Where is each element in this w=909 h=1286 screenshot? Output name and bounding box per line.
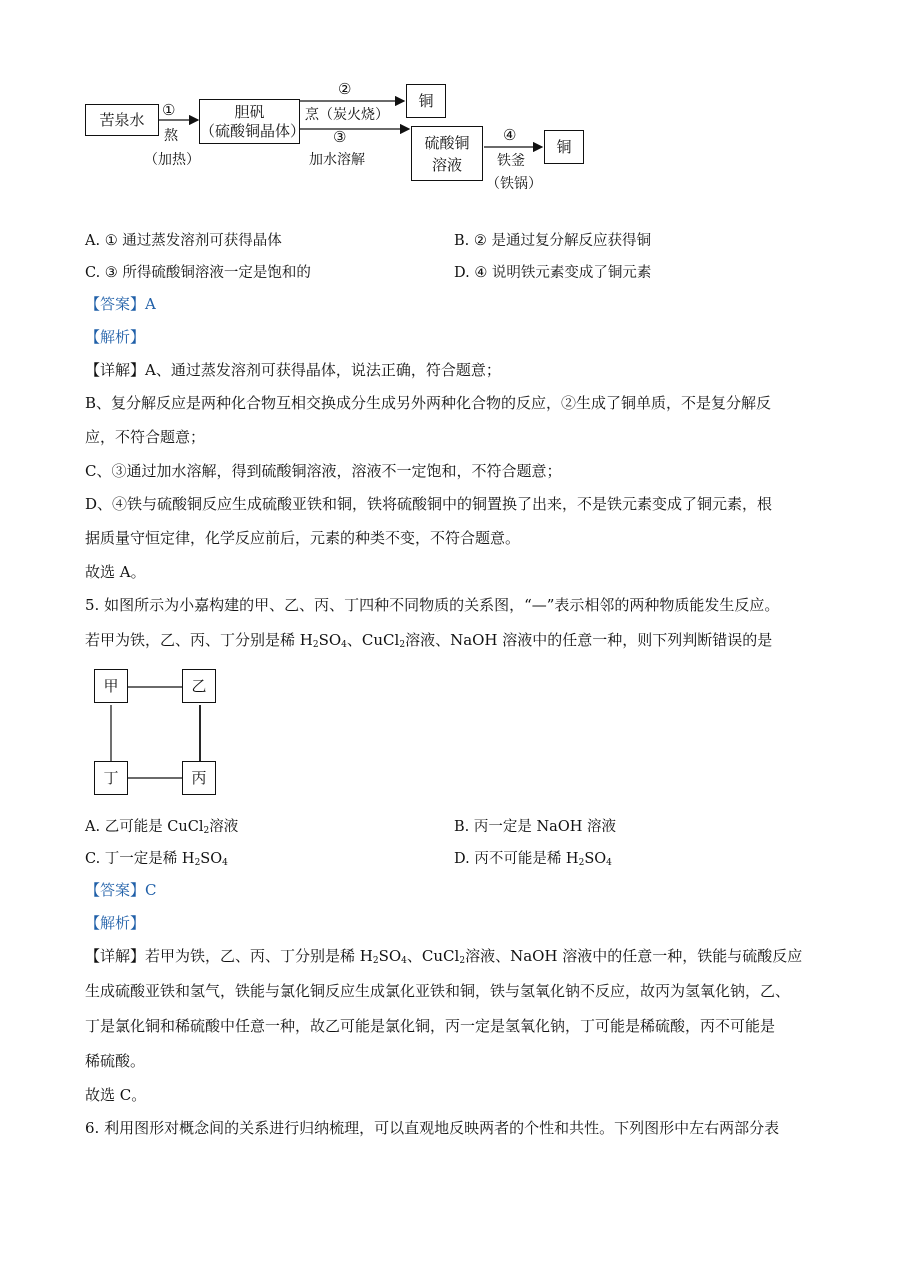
box-label: 铜: [418, 91, 434, 110]
q4-detail-line: 【详解】A、通过蒸发溶剂可获得晶体，说法正确，符合题意；: [85, 361, 501, 379]
node-ding: 丁: [94, 761, 128, 795]
step1-number: ①: [162, 101, 176, 119]
step4-number: ④: [503, 126, 517, 144]
step3-number: ③: [333, 128, 347, 146]
box-label-line1: 硫酸铜: [424, 133, 470, 152]
box-label-line2: 溶液: [431, 155, 462, 174]
q5-analysis-heading: 【解析】: [85, 914, 146, 932]
step2-number: ②: [338, 80, 352, 98]
q4-option-a: A. ① 通过蒸发溶剂可获得晶体: [85, 233, 282, 249]
q4-option-b: B. ② 是通过复分解反应获得铜: [454, 233, 651, 249]
box-label-line1: 胆矾: [234, 102, 265, 121]
q5-detail-line: 稀硫酸。: [85, 1052, 146, 1070]
box-label: 铜: [556, 137, 572, 156]
flow-box-copper-1: [406, 84, 446, 118]
q4-option-c: C. ③ 所得硫酸铜溶液一定是饱和的: [85, 265, 311, 281]
q5-detail-line: 【详解】若甲为铁，乙、丙、丁分别是稀 $H_2SO_4$、CuCl$_2$溶液、NaOH 溶液中的任意一种，铁能与硫酸反应: [85, 947, 803, 966]
step3-label: 加水溶解: [309, 152, 365, 168]
flow-box-blue-vitriol: [199, 99, 306, 144]
q5-conclusion: 故选 C。: [85, 1086, 147, 1104]
step1-label: 熬: [164, 128, 178, 144]
flow-box-bitter-spring-water: [85, 104, 159, 136]
box-label-line2: （硫酸铜晶体）: [200, 121, 306, 140]
step1-note: （加热）: [144, 152, 200, 168]
q5-stem-line2: 若甲为铁，乙、丙、丁分别是稀 $H_2SO_4$、CuCl$_2$溶液、NaOH 溶液中的任意一种，则下列判断错误的是: [85, 631, 773, 650]
flow-box-copper-2: [544, 130, 584, 164]
q4-detail-line: B、复分解反应是两种化合物互相交换成分生成另外两种化合物的反应，②生成了铜单质，不是复分解反: [85, 394, 772, 412]
q5-detail-line: 丁是氯化铜和稀硫酸中任意一种，故乙可能是氯化铜，丙一定是氢氧化钠，丁可能是稀硫酸，丙不可能是: [85, 1017, 776, 1035]
q5-stem-line1: 5. 如图所示为小嘉构建的甲、乙、丙、丁四种不同物质的关系图，“—”表示相邻的两种物质能发生反应。: [85, 596, 780, 614]
q4-analysis-heading: 【解析】: [85, 328, 146, 346]
q5-option-b: B. 丙一定是 NaOH 溶液: [454, 819, 616, 835]
box-label: 苦泉水: [99, 110, 145, 129]
q4-conclusion: 故选 A。: [85, 563, 146, 581]
q4-detail-line: 应，不符合题意；: [85, 428, 206, 446]
node-jia: 甲: [94, 669, 128, 703]
q4-detail-line: D、④铁与硫酸铜反应生成硫酸亚铁和铜，铁将硫酸铜中的铜置换了出来，不是铁元素变成了铜元素，根: [85, 495, 773, 513]
q5-answer: 【答案】C: [85, 881, 157, 899]
q4-detail-line: C、③通过加水溶解，得到硫酸铜溶液，溶液不一定饱和，不符合题意；: [85, 462, 562, 480]
step2-label: 烹（炭火烧）: [305, 107, 389, 123]
node-bing: 丙: [182, 761, 216, 795]
q4-answer: 【答案】A: [85, 295, 156, 313]
step4-label: 铁釜: [497, 153, 525, 169]
q4-detail-line: 据质量守恒定律，化学反应前后，元素的种类不变，不符合题意。: [85, 529, 521, 547]
step4-note: （铁锅）: [486, 176, 542, 192]
q5-option-c: C. 丁一定是稀 $H_2SO_4$: [85, 851, 228, 868]
q5-option-d: D. 丙不可能是稀 $H_2SO_4$: [454, 851, 612, 868]
node-yi: 乙: [182, 669, 216, 703]
q6-stem-line1: 6. 利用图形对概念间的关系进行归纳梳理，可以直观地反映两者的个性和共性。下列图形中左右两部分表: [85, 1119, 780, 1137]
q4-option-d: D. ④ 说明铁元素变成了铜元素: [454, 265, 652, 281]
flow-box-copper-sulfate-solution: [411, 126, 483, 181]
q5-option-a: A. 乙可能是 CuCl$_2$溶液: [85, 819, 239, 836]
q5-detail-line: 生成硫酸亚铁和氢气，铁能与氯化铜反应生成氯化亚铁和铜，铁与氢氧化钠不反应，故丙为氢氧化钠，乙、: [85, 982, 791, 1000]
